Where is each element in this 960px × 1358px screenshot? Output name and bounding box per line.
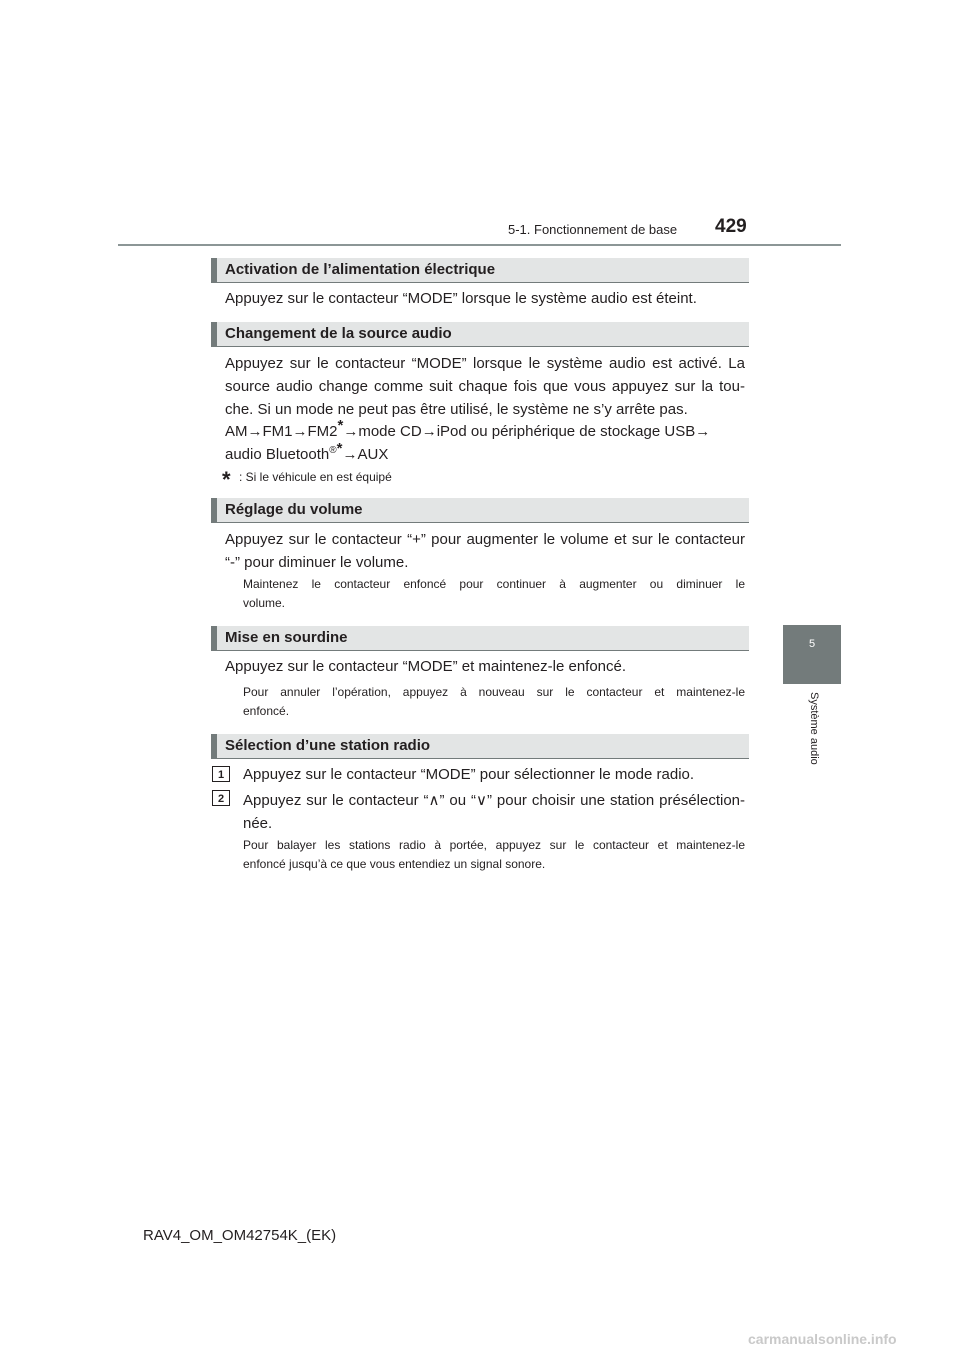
volume-line-1: Appuyez sur le contacteur “+” pour augmenter le volume et sur le contacteur: [225, 531, 745, 548]
seq-fm1: FM1: [262, 423, 293, 440]
section-heading-power-text: Activation de l’alimentation électrique: [225, 261, 496, 278]
section-heading-station-text: Sélection d’une station radio: [225, 737, 431, 754]
station-note-line-2: enfoncé jusqu’à ce que vous entendiez un signal sonore.: [243, 857, 546, 871]
source-sequence-line-2: [225, 440, 745, 466]
seq-aux: AUX: [357, 446, 389, 463]
seq-ipod: iPod ou périphérique de stockage USB: [436, 423, 696, 440]
section-heading-mute-text: Mise en sourdine: [225, 629, 348, 646]
section-heading-station: [211, 734, 749, 759]
step-number-1: 1: [212, 766, 230, 782]
step-2-line-1: Appuyez sur le contacteur “∧” ou “∨” pour choisir une station présélection-: [243, 792, 745, 809]
seq-cd: mode CD: [358, 423, 422, 440]
asterisk-icon: *: [337, 417, 344, 434]
seq-bt: audio Bluetooth: [225, 446, 330, 463]
power-text: Appuyez sur le contacteur “MODE” lorsque le système audio est éteint.: [225, 290, 697, 307]
arrow-icon: →: [343, 423, 359, 440]
seq-am: AM: [225, 423, 248, 440]
arrow-icon: →: [695, 423, 711, 440]
chapter-tab-number: 5: [808, 638, 816, 650]
source-paragraph: [225, 352, 745, 421]
section-heading-source-text: Changement de la source audio: [225, 325, 452, 342]
arrow-icon: →: [421, 423, 437, 440]
arrow-icon: →: [292, 423, 308, 440]
arrow-icon: →: [342, 446, 358, 463]
watermark: carmanualsonline.info: [748, 1331, 897, 1347]
seq-fm2: FM2: [307, 423, 338, 440]
volume-note-line-1: Maintenez le contacteur enfoncé pour continuer à augmenter ou diminuer le: [243, 577, 745, 591]
station-note: [243, 836, 745, 874]
volume-line-2: “-” pour diminuer le volume.: [225, 554, 409, 571]
volume-paragraph: [225, 528, 745, 574]
mute-text: Appuyez sur le contacteur “MODE” et maintenez-le enfoncé.: [225, 658, 627, 675]
source-line-1: Appuyez sur le contacteur “MODE” lorsque le système audio est activé. La: [225, 355, 745, 372]
asterisk-icon: *: [336, 440, 343, 457]
source-sequence: [225, 417, 745, 466]
running-header-section: 5-1. Fonctionnement de base: [508, 222, 678, 237]
chapter-tab: [783, 625, 841, 684]
section-heading-volume-text: Réglage du volume: [225, 501, 363, 518]
step-2-paragraph: [243, 789, 745, 835]
registered-icon: ®: [329, 445, 337, 456]
source-sequence-line-1: [225, 417, 745, 443]
footer-document-code: RAV4_OM_OM42754K_(EK): [143, 1227, 337, 1244]
volume-note-line-2: volume.: [243, 596, 286, 610]
chapter-tab-label: Système audio: [808, 692, 820, 765]
footnote-text: : Si le véhicule en est équipé: [239, 470, 392, 484]
station-note-line-1: Pour balayer les stations radio à portée, appuyez sur le contacteur et maintenez-le: [243, 838, 745, 852]
section-heading-mute: [211, 626, 749, 651]
footnote-asterisk: *: [222, 467, 231, 492]
mute-note: [243, 683, 745, 721]
source-line-3: che. Si un mode ne peut pas être utilisé, le système ne s’y arrête pas.: [225, 401, 688, 418]
source-line-2: source audio change comme suit chaque fois que vous appuyez sur la tou-: [225, 378, 745, 395]
mute-note-line-2: enfoncé.: [243, 704, 290, 718]
step-1-text: Appuyez sur le contacteur “MODE” pour sélectionner le mode radio.: [243, 766, 695, 783]
arrow-icon: →: [247, 423, 263, 440]
section-heading-volume: [211, 498, 749, 523]
section-heading-power: [211, 258, 749, 283]
volume-note: [243, 575, 745, 613]
step-2-line-2: née.: [243, 815, 273, 832]
mute-note-line-1: Pour annuler l’opération, appuyez à nouveau sur le contacteur et maintenez-le: [243, 685, 745, 699]
page-number: 429: [715, 216, 747, 237]
header-rule: [118, 244, 841, 246]
section-heading-source: [211, 322, 749, 347]
step-number-2: 2: [212, 790, 230, 806]
